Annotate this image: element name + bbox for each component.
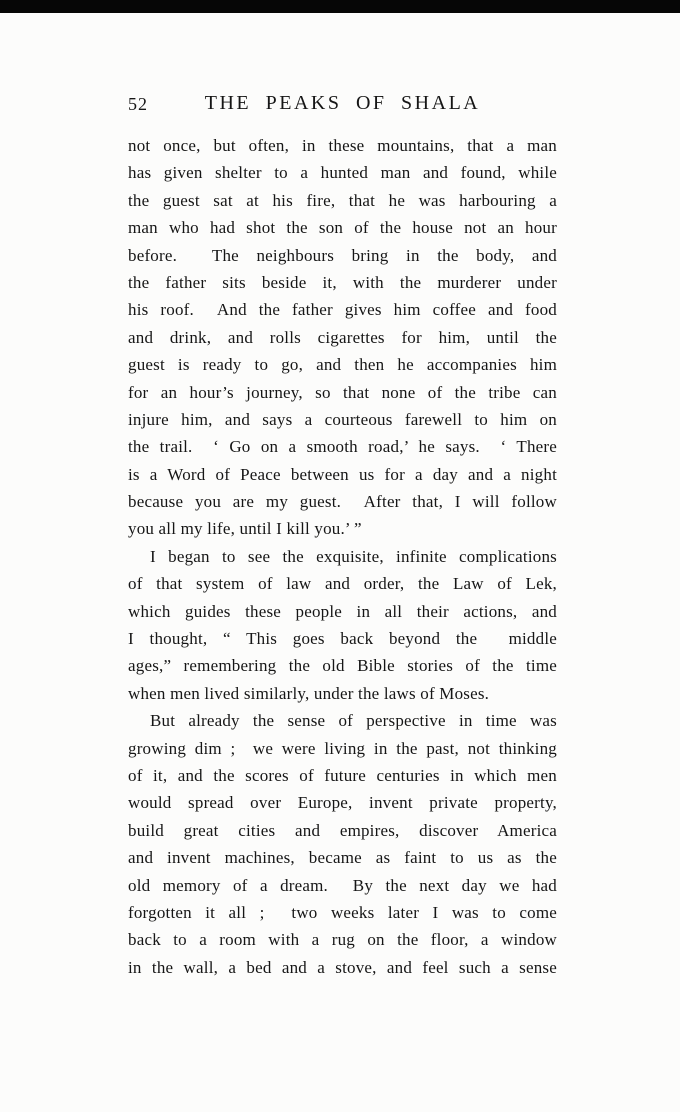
text-line: man who had shot the son of the house not an hour [128, 218, 557, 238]
text-line: in the wall, a bed and a stove, and feel such a sense [128, 957, 557, 977]
page-number: 52 [128, 94, 148, 114]
text-line: the guest sat at his fire, that he was harbouring a [128, 190, 557, 210]
text-line: for an hour’s journey, so that none of the tribe can [128, 382, 557, 402]
text-line: But already the sense of perspective in time was [150, 711, 557, 731]
text-line: ages,” remembering the old Bible stories of the time [128, 656, 557, 676]
text-line: when men lived similarly, under the laws of Moses. [128, 683, 490, 703]
text-line: growing dim ; we were living in the past, not thinking [128, 738, 557, 758]
text-line: forgotten it all ; two weeks later I was to come [128, 902, 557, 922]
text-line: because you are my guest. After that, I will follow [128, 492, 557, 512]
text-line: guest is ready to go, and then he accompanies him [128, 355, 557, 375]
text-line: I began to see the exquisite, infinite complications [150, 546, 557, 566]
text-line: and drink, and rolls cigarettes for him, until the [128, 327, 557, 347]
text-line: is a Word of Peace between us for a day and a night [128, 464, 557, 484]
text-line: I thought, “ This goes back beyond the middle [128, 629, 557, 649]
text-line: and invent machines, became as faint to us as the [128, 848, 557, 868]
text-line: the father sits beside it, with the murderer under [128, 272, 557, 292]
text-line: back to a room with a rug on the floor, a window [128, 930, 557, 950]
text-line: build great cities and empires, discover America [128, 820, 557, 840]
scan-edge-bar [0, 0, 680, 13]
text-line: would spread over Europe, invent private property, [128, 793, 557, 813]
text-line: which guides these people in all their actions, and [128, 601, 557, 621]
text-line: his roof. And the father gives him coffee and food [128, 300, 557, 320]
text-line: not once, but often, in these mountains, that a man [128, 136, 557, 155]
text-line: old memory of a dream. By the next day we had [128, 875, 557, 895]
text-line: of it, and the scores of future centuries in which men [128, 765, 557, 785]
text-line: injure him, and says a courteous farewell to him on [128, 409, 557, 429]
running-title: THE PEAKS OF SHALA [204, 92, 481, 114]
text-line: has given shelter to a hunted man and found, while [128, 163, 557, 183]
page-body [128, 132, 557, 981]
text-line: before. The neighbours bring in the body, and [128, 245, 557, 265]
text-line: of that system of law and order, the Law of Lek, [128, 574, 557, 594]
book-page [128, 91, 557, 981]
text-line: you all my life, until I kill you.’ ” [128, 519, 362, 539]
text-line: the trail. ‘ Go on a smooth road,’ he says. ‘ There [128, 437, 557, 457]
page-header [128, 91, 557, 121]
